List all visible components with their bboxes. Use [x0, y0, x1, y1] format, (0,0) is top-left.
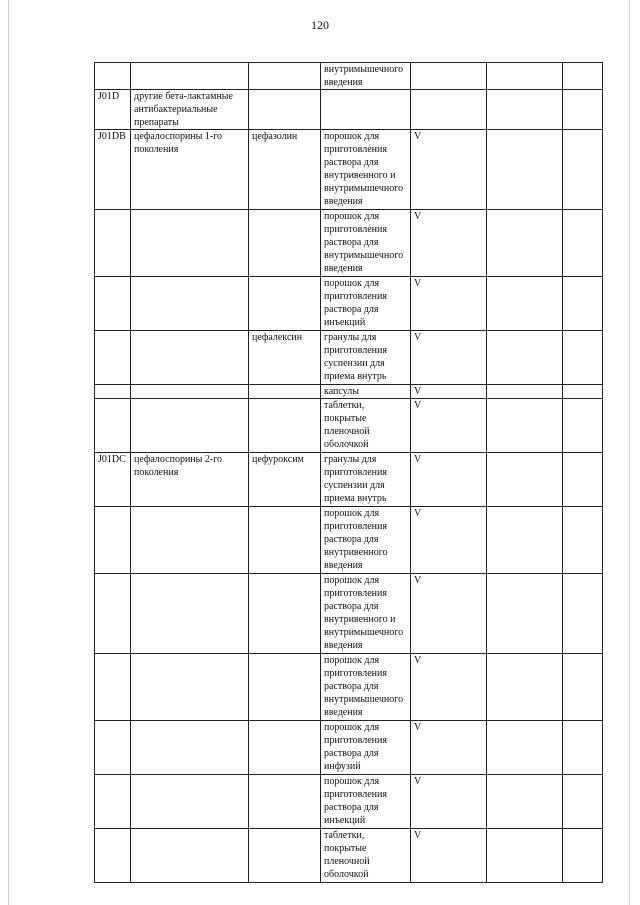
cell-empty-1 — [487, 130, 563, 210]
cell-form: таблетки, покрытые пленочной оболочкой — [321, 829, 411, 883]
cell-empty-2 — [563, 130, 603, 210]
cell-mark: V — [411, 721, 487, 775]
cell-code — [95, 574, 131, 654]
table-row — [95, 277, 603, 331]
cell-empty-2 — [563, 574, 603, 654]
table-body — [95, 63, 603, 883]
page-number: 120 — [311, 18, 329, 32]
cell-inn: цефалексин — [249, 331, 321, 385]
cell-code — [95, 721, 131, 775]
table-row — [95, 574, 603, 654]
cell-mark: V — [411, 453, 487, 507]
cell-mark — [411, 63, 487, 90]
cell-form: порошок для приготовления раствора для внутривенного и внутримышечного введения — [321, 574, 411, 654]
table-row — [95, 90, 603, 130]
cell-code — [95, 331, 131, 385]
cell-empty-1 — [487, 399, 563, 453]
cell-empty-2 — [563, 331, 603, 385]
cell-group — [131, 399, 249, 453]
cell-form: порошок для приготовления раствора для инъекций — [321, 277, 411, 331]
cell-empty-1 — [487, 331, 563, 385]
cell-inn — [249, 654, 321, 721]
cell-inn — [249, 507, 321, 574]
table-row — [95, 507, 603, 574]
cell-mark: V — [411, 385, 487, 399]
cell-group — [131, 210, 249, 277]
cell-mark: V — [411, 775, 487, 829]
cell-mark: V — [411, 399, 487, 453]
cell-inn — [249, 399, 321, 453]
cell-mark: V — [411, 210, 487, 277]
cell-code — [95, 775, 131, 829]
cell-group — [131, 574, 249, 654]
table-row — [95, 210, 603, 277]
cell-code — [95, 829, 131, 883]
cell-group: цефалоспорины 1-го поколения — [131, 130, 249, 210]
cell-empty-1 — [487, 385, 563, 399]
table-row — [95, 453, 603, 507]
scan-edge-right — [629, 0, 630, 905]
cell-empty-1 — [487, 210, 563, 277]
cell-empty-1 — [487, 654, 563, 721]
cell-code — [95, 385, 131, 399]
cell-mark: V — [411, 277, 487, 331]
cell-form: порошок для приготовления раствора для внутримышечного введения — [321, 654, 411, 721]
cell-form: гранулы для приготовления суспензии для приема внутрь — [321, 331, 411, 385]
cell-form — [321, 90, 411, 130]
cell-empty-2 — [563, 654, 603, 721]
cell-group — [131, 331, 249, 385]
cell-mark — [411, 90, 487, 130]
cell-mark: V — [411, 829, 487, 883]
cell-mark: V — [411, 331, 487, 385]
cell-inn — [249, 574, 321, 654]
cell-code — [95, 210, 131, 277]
cell-form: внутримышечного введения — [321, 63, 411, 90]
cell-group — [131, 385, 249, 399]
cell-inn — [249, 90, 321, 130]
cell-empty-2 — [563, 507, 603, 574]
cell-empty-2 — [563, 90, 603, 130]
cell-form: порошок для приготовления раствора для внутримышечного введения — [321, 210, 411, 277]
cell-empty-1 — [487, 721, 563, 775]
cell-mark: V — [411, 654, 487, 721]
cell-empty-2 — [563, 775, 603, 829]
cell-group: другие бета-лактамные антибактериальные препараты — [131, 90, 249, 130]
table-row — [95, 399, 603, 453]
cell-inn — [249, 277, 321, 331]
table-row — [95, 654, 603, 721]
cell-group — [131, 277, 249, 331]
cell-form: капсулы — [321, 385, 411, 399]
scan-edge-left — [8, 0, 9, 905]
cell-empty-1 — [487, 90, 563, 130]
cell-empty-1 — [487, 277, 563, 331]
cell-empty-2 — [563, 829, 603, 883]
cell-empty-2 — [563, 210, 603, 277]
cell-form: порошок для приготовления раствора для внутривенного и внутримышечного введения — [321, 130, 411, 210]
cell-inn: цефуроксим — [249, 453, 321, 507]
cell-form: гранулы для приготовления суспензии для приема внутрь — [321, 453, 411, 507]
cell-code — [95, 399, 131, 453]
cell-code — [95, 507, 131, 574]
table-row — [95, 775, 603, 829]
cell-form: порошок для приготовления раствора для внутривенного введения — [321, 507, 411, 574]
cell-mark: V — [411, 130, 487, 210]
cell-empty-1 — [487, 775, 563, 829]
cell-inn — [249, 210, 321, 277]
cell-inn: цефазолин — [249, 130, 321, 210]
cell-empty-2 — [563, 63, 603, 90]
cell-form: порошок для приготовления раствора для инфузий — [321, 721, 411, 775]
cell-empty-2 — [563, 385, 603, 399]
cell-group — [131, 63, 249, 90]
cell-code — [95, 277, 131, 331]
cell-form: порошок для приготовления раствора для инъекций — [321, 775, 411, 829]
cell-empty-2 — [563, 277, 603, 331]
cell-empty-2 — [563, 453, 603, 507]
cell-group — [131, 775, 249, 829]
cell-group — [131, 507, 249, 574]
cell-code: J01D — [95, 90, 131, 130]
cell-inn — [249, 721, 321, 775]
table-row — [95, 63, 603, 90]
table-row — [95, 385, 603, 399]
table-row — [95, 130, 603, 210]
table-row — [95, 721, 603, 775]
cell-group — [131, 654, 249, 721]
cell-mark: V — [411, 574, 487, 654]
cell-empty-1 — [487, 829, 563, 883]
drug-table — [94, 62, 603, 883]
cell-code: J01DC — [95, 453, 131, 507]
cell-empty-1 — [487, 574, 563, 654]
cell-inn — [249, 63, 321, 90]
table-row — [95, 331, 603, 385]
cell-empty-2 — [563, 399, 603, 453]
cell-code — [95, 654, 131, 721]
cell-form: таблетки, покрытые пленочной оболочкой — [321, 399, 411, 453]
cell-inn — [249, 775, 321, 829]
cell-empty-1 — [487, 507, 563, 574]
cell-group: цефалоспорины 2-го поколения — [131, 453, 249, 507]
cell-empty-1 — [487, 453, 563, 507]
cell-code — [95, 63, 131, 90]
cell-mark: V — [411, 507, 487, 574]
table-row — [95, 829, 603, 883]
cell-group — [131, 829, 249, 883]
cell-group — [131, 721, 249, 775]
cell-empty-1 — [487, 63, 563, 90]
cell-empty-2 — [563, 721, 603, 775]
cell-inn — [249, 829, 321, 883]
cell-code: J01DB — [95, 130, 131, 210]
cell-inn — [249, 385, 321, 399]
